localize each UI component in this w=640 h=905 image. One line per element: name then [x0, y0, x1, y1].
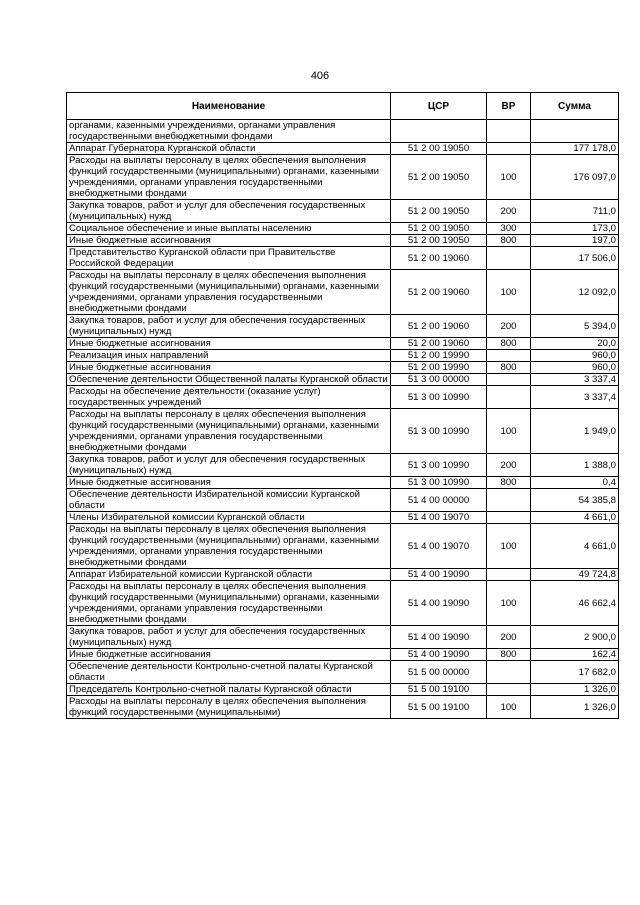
- row-sum: 197,0: [531, 235, 619, 247]
- row-name: Иные бюджетные ассигнования: [67, 338, 391, 350]
- row-csr: 51 4 00 19090: [391, 581, 487, 626]
- row-vr: 200: [487, 200, 531, 223]
- table-row: [67, 489, 619, 512]
- row-vr: [487, 684, 531, 696]
- row-csr: 51 3 00 10990: [391, 409, 487, 454]
- row-csr: 51 2 00 19050: [391, 235, 487, 247]
- table-row: [67, 247, 619, 270]
- row-name: Закупка товаров, работ и услуг для обеспечения государственных (муниципальных) нужд: [67, 626, 391, 649]
- row-name: Иные бюджетные ассигнования: [67, 477, 391, 489]
- row-sum: 711,0: [531, 200, 619, 223]
- row-vr: 100: [487, 581, 531, 626]
- row-name: Обеспечение деятельности Общественной палаты Курганской области: [67, 374, 391, 386]
- row-name: Обеспечение деятельности Контрольно-счетной палаты Курганской области: [67, 661, 391, 684]
- row-vr: [487, 386, 531, 409]
- table-row: [67, 477, 619, 489]
- row-csr: 51 5 00 19100: [391, 696, 487, 719]
- header-csr: ЦСР: [391, 93, 487, 120]
- row-csr: 51 3 00 00000: [391, 374, 487, 386]
- row-name: Расходы на обеспечение деятельности (оказание услуг) государственных учреждений: [67, 386, 391, 409]
- row-name: Расходы на выплаты персоналу в целях обеспечения выполнения функций государственными (муниципальными) органами, казенными учреждениями, органами управления государственными внебюджетными фондами: [67, 270, 391, 315]
- row-csr: 51 2 00 19050: [391, 223, 487, 235]
- table-row: [67, 120, 619, 143]
- row-vr: 300: [487, 223, 531, 235]
- row-csr: 51 2 00 19060: [391, 315, 487, 338]
- row-sum: 2 900,0: [531, 626, 619, 649]
- row-csr: 51 2 00 19050: [391, 143, 487, 155]
- row-name: органами, казенными учреждениями, органами управления государственными внебюджетными фондами: [67, 120, 391, 143]
- header-name: Наименование: [67, 93, 391, 120]
- row-csr: 51 5 00 19100: [391, 684, 487, 696]
- row-name: Представительство Курганской области при Правительстве Российской Федерации: [67, 247, 391, 270]
- row-name: Аппарат Избирательной комиссии Курганской области: [67, 569, 391, 581]
- row-name: Социальное обеспечение и иные выплаты населению: [67, 223, 391, 235]
- table-row: [67, 581, 619, 626]
- row-csr: 51 2 00 19990: [391, 362, 487, 374]
- row-sum: 49 724,8: [531, 569, 619, 581]
- table-row: [67, 409, 619, 454]
- row-sum: 17 506,0: [531, 247, 619, 270]
- budget-table: [66, 92, 619, 719]
- row-csr: 51 2 00 19050: [391, 155, 487, 200]
- row-vr: [487, 569, 531, 581]
- row-csr: 51 2 00 19060: [391, 247, 487, 270]
- row-name: Иные бюджетные ассигнования: [67, 649, 391, 661]
- row-name: Реализация иных направлений: [67, 350, 391, 362]
- row-sum: 162,4: [531, 649, 619, 661]
- row-sum: 1 949,0: [531, 409, 619, 454]
- row-vr: 100: [487, 696, 531, 719]
- header-sum: Сумма: [531, 93, 619, 120]
- row-csr: 51 2 00 19050: [391, 200, 487, 223]
- row-vr: [487, 512, 531, 524]
- row-vr: 800: [487, 362, 531, 374]
- row-csr: 51 3 00 10990: [391, 454, 487, 477]
- table-row: [67, 315, 619, 338]
- row-sum: 960,0: [531, 350, 619, 362]
- row-vr: [487, 120, 531, 143]
- table-row: [67, 362, 619, 374]
- row-csr: 51 4 00 19090: [391, 626, 487, 649]
- table-row: [67, 649, 619, 661]
- row-vr: 800: [487, 477, 531, 489]
- row-vr: 800: [487, 649, 531, 661]
- table-row: [67, 569, 619, 581]
- row-csr: 51 2 00 19990: [391, 350, 487, 362]
- row-name: Расходы на выплаты персоналу в целях обеспечения выполнения функций государственными (муниципальными) органами, казенными учреждениями, органами управления государственными внебюджетными фондами: [67, 155, 391, 200]
- row-sum: 173,0: [531, 223, 619, 235]
- row-sum: 20,0: [531, 338, 619, 350]
- page-number: 406: [310, 70, 330, 82]
- row-csr: 51 4 00 19070: [391, 524, 487, 569]
- table-row: [67, 155, 619, 200]
- table-row: [67, 684, 619, 696]
- row-name: Расходы на выплаты персоналу в целях обеспечения выполнения функций государственными (муниципальными) органами, казенными учреждениями, органами управления государственными внебюджетными фондами: [67, 409, 391, 454]
- row-name: Обеспечение деятельности Избирательной комиссии Курганской области: [67, 489, 391, 512]
- row-vr: [487, 143, 531, 155]
- row-csr: 51 4 00 19070: [391, 512, 487, 524]
- row-name: Расходы на выплаты персоналу в целях обеспечения выполнения функций государственными (муниципальными) органами, казенными учреждениями, органами управления государственными внебюджетными фондами: [67, 581, 391, 626]
- row-sum: 12 092,0: [531, 270, 619, 315]
- table-row: [67, 454, 619, 477]
- row-name: Председатель Контрольно-счетной палаты Курганской области: [67, 684, 391, 696]
- row-name: Иные бюджетные ассигнования: [67, 362, 391, 374]
- row-vr: [487, 247, 531, 270]
- row-vr: 800: [487, 235, 531, 247]
- table-row: [67, 386, 619, 409]
- table-row: [67, 223, 619, 235]
- row-vr: [487, 489, 531, 512]
- table-row: [67, 626, 619, 649]
- row-csr: 51 2 00 19060: [391, 338, 487, 350]
- table-row: [67, 200, 619, 223]
- row-sum: 960,0: [531, 362, 619, 374]
- table-row: [67, 350, 619, 362]
- row-sum: 176 097,0: [531, 155, 619, 200]
- row-vr: 100: [487, 270, 531, 315]
- table-row: [67, 524, 619, 569]
- row-sum: 1 326,0: [531, 696, 619, 719]
- row-csr: 51 4 00 19090: [391, 649, 487, 661]
- row-sum: 3 337,4: [531, 386, 619, 409]
- row-sum: 3 337,4: [531, 374, 619, 386]
- row-name: Расходы на выплаты персоналу в целях обеспечения выполнения функций государственными (муниципальными): [67, 696, 391, 719]
- row-csr: 51 3 00 10990: [391, 386, 487, 409]
- row-sum: 4 661,0: [531, 512, 619, 524]
- row-name: Закупка товаров, работ и услуг для обеспечения государственных (муниципальных) нужд: [67, 315, 391, 338]
- table-header-row: [67, 93, 619, 120]
- row-csr: 51 5 00 00000: [391, 661, 487, 684]
- row-vr: [487, 661, 531, 684]
- row-csr: 51 4 00 19090: [391, 569, 487, 581]
- row-vr: [487, 374, 531, 386]
- row-vr: 200: [487, 626, 531, 649]
- table-row: [67, 512, 619, 524]
- table-row: [67, 661, 619, 684]
- row-sum: 17 682,0: [531, 661, 619, 684]
- table-body: [67, 120, 619, 719]
- row-sum: [531, 120, 619, 143]
- row-name: Аппарат Губернатора Курганской области: [67, 143, 391, 155]
- row-sum: 177 178,0: [531, 143, 619, 155]
- header-vr: ВР: [487, 93, 531, 120]
- row-vr: 200: [487, 454, 531, 477]
- row-name: Расходы на выплаты персоналу в целях обеспечения выполнения функций государственными (муниципальными) органами, казенными учреждениями, органами управления государственными внебюджетными фондами: [67, 524, 391, 569]
- row-sum: 4 661,0: [531, 524, 619, 569]
- row-vr: 800: [487, 338, 531, 350]
- row-name: Закупка товаров, работ и услуг для обеспечения государственных (муниципальных) нужд: [67, 200, 391, 223]
- row-sum: 5 394,0: [531, 315, 619, 338]
- row-vr: 100: [487, 524, 531, 569]
- row-sum: 1 388,0: [531, 454, 619, 477]
- row-name: Члены Избирательной комиссии Курганской области: [67, 512, 391, 524]
- row-vr: 100: [487, 155, 531, 200]
- row-csr: 51 2 00 19060: [391, 270, 487, 315]
- row-sum: 54 385,8: [531, 489, 619, 512]
- row-name: Иные бюджетные ассигнования: [67, 235, 391, 247]
- table-row: [67, 143, 619, 155]
- row-name: Закупка товаров, работ и услуг для обеспечения государственных (муниципальных) нужд: [67, 454, 391, 477]
- table-row: [67, 270, 619, 315]
- row-csr: [391, 120, 487, 143]
- table-row: [67, 235, 619, 247]
- table-row: [67, 374, 619, 386]
- row-sum: 0,4: [531, 477, 619, 489]
- table-row: [67, 338, 619, 350]
- row-sum: 1 326,0: [531, 684, 619, 696]
- row-csr: 51 3 00 10990: [391, 477, 487, 489]
- row-vr: [487, 350, 531, 362]
- row-vr: 100: [487, 409, 531, 454]
- row-vr: 200: [487, 315, 531, 338]
- table-row: [67, 696, 619, 719]
- row-csr: 51 4 00 00000: [391, 489, 487, 512]
- row-sum: 46 662,4: [531, 581, 619, 626]
